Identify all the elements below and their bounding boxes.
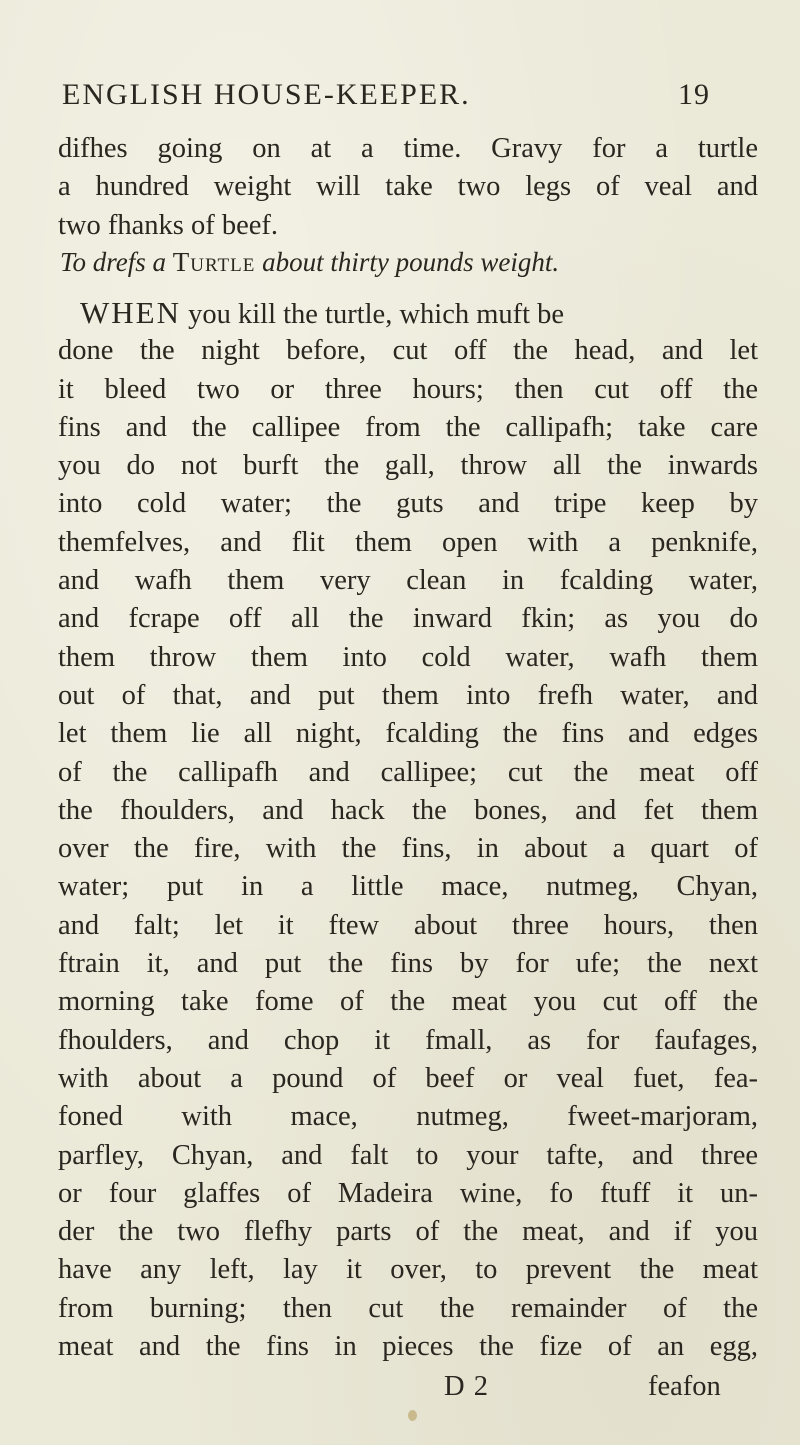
- signature-mark: D 2: [444, 1371, 489, 1402]
- text-line-first: [58, 294, 758, 332]
- text-line: have any left, lay it over, to prevent the meat: [58, 1254, 758, 1286]
- text-line: a hundred weight will take two legs of veal and: [58, 171, 758, 203]
- paper-stain: [408, 1410, 417, 1421]
- text-line: into cold water; the guts and tripe keep by: [58, 488, 758, 520]
- running-title: ENGLISH HOUSE-KEEPER.: [62, 78, 471, 111]
- text-line: difhes going on at a time. Gravy for a turtle: [58, 133, 758, 164]
- text-line: fins and the callipee from the callipafh; take care: [58, 411, 758, 443]
- intro-paragraph: [58, 130, 758, 245]
- catchword: feafon: [648, 1371, 721, 1402]
- text-line: der the two flefhy parts of the meat, and if you: [58, 1216, 758, 1248]
- text-line: with about a pound of beef or veal fuet, fea-: [58, 1062, 758, 1094]
- text-line: meat and the fins in pieces the fize of an egg,: [58, 1331, 758, 1363]
- text-line: you do not burft the gall, throw all the inwards: [58, 450, 758, 482]
- text-line: themfelves, and flit them open with a penknife,: [58, 526, 758, 558]
- recipe-heading-pre: To drefs a: [60, 247, 173, 277]
- text-line: and wafh them very clean in fcalding water,: [58, 565, 758, 597]
- text-line: water; put in a little mace, nutmeg, Chyan,: [58, 871, 758, 903]
- text-line: them throw them into cold water, wafh them: [58, 641, 758, 673]
- drop-word: WHEN: [80, 295, 181, 330]
- text-line: done the night before, cut off the head, and let: [58, 335, 758, 367]
- recipe-body: [58, 294, 758, 1366]
- running-header: [62, 78, 762, 112]
- text-line: out of that, and put them into frefh water, and: [58, 679, 758, 711]
- text-line: ftrain it, and put the fins by for ufe; the next: [58, 948, 758, 980]
- text-line: of the callipafh and callipee; cut the meat off: [58, 756, 758, 788]
- first-line-text: you kill the turtle, which muft be: [180, 299, 565, 330]
- text-line: foned with mace, nutmeg, fweet-marjoram,: [58, 1101, 758, 1133]
- text-line: let them lie all night, fcalding the fins and edges: [58, 718, 758, 750]
- page-footer: [58, 1371, 758, 1411]
- text-line: it bleed two or three hours; then cut off the: [58, 373, 758, 405]
- text-line: over the fire, with the fins, in about a quart of: [58, 833, 758, 865]
- text-line: fhoulders, and chop it fmall, as for faufages,: [58, 1024, 758, 1056]
- page-number: 19: [678, 78, 710, 111]
- text-line: or four glaffes of Madeira wine, fo ftuff it un-: [58, 1177, 758, 1209]
- recipe-heading-smallcaps: Turtle: [172, 247, 256, 277]
- text-line: two fhanks of beef.: [58, 209, 279, 241]
- recipe-heading: [60, 247, 760, 278]
- text-line: parfley, Chyan, and falt to your tafte, and three: [58, 1139, 758, 1171]
- text-line: and falt; let it ftew about three hours, then: [58, 909, 758, 941]
- text-line: morning take fome of the meat you cut off the: [58, 986, 758, 1018]
- text-line: from burning; then cut the remainder of the: [58, 1292, 758, 1324]
- text-line: and fcrape off all the inward fkin; as you do: [58, 603, 758, 635]
- text-line: the fhoulders, and hack the bones, and fet them: [58, 794, 758, 826]
- recipe-heading-post: about thirty pounds weight.: [255, 247, 560, 277]
